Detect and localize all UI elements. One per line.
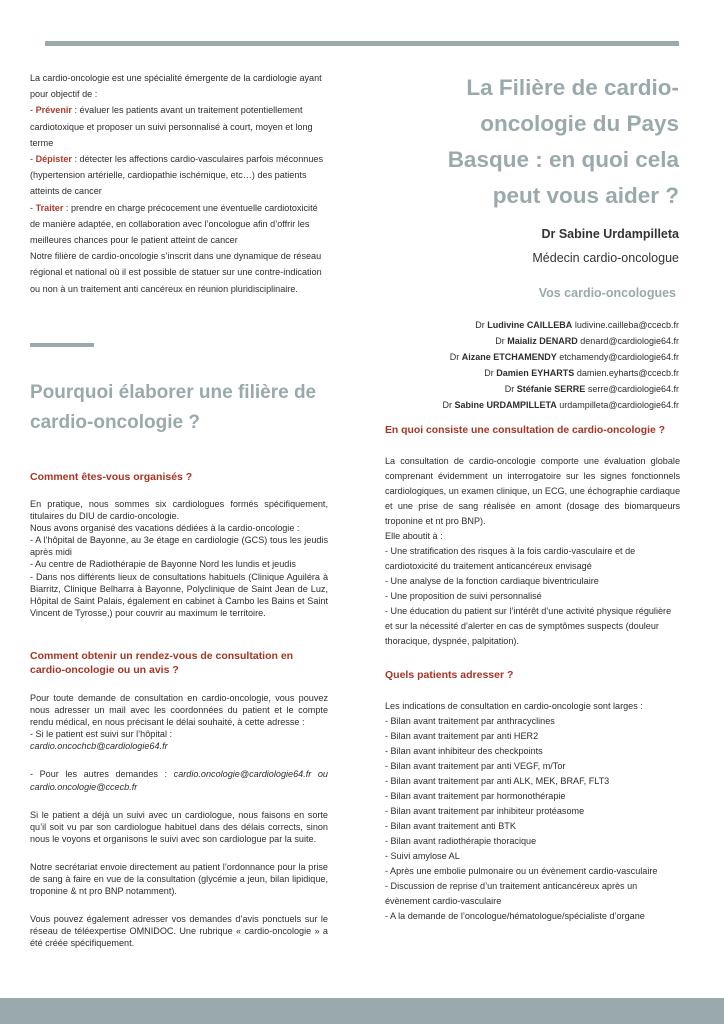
doctor-first-name: Aizane <box>461 351 494 362</box>
rdv-other-label: - Pour les autres demandes : <box>30 769 174 780</box>
rdv-body <box>30 692 328 950</box>
doctor-last-name: ETCHAMENDY <box>493 351 557 362</box>
consultation-item: - Une stratification des risques à la fois cardio-vasculaire et de cardiotoxicité du traitement anticancéreux envisagé <box>385 546 636 571</box>
patients-item: - A la demande de l’oncologue/hématologue/spécialiste d’organe <box>385 911 645 921</box>
doctor-last-name: CAILLEBA <box>526 320 573 330</box>
patients-item: - Bilan avant radiothérapie thoracique <box>385 836 537 846</box>
objective-text: : détecter les affections cardio-vasculaires parfois méconnues (hypertension artérielle, cardiopathie ischémique, etc…) des patients atteints de cancer <box>30 154 323 197</box>
consultation-item: - Une proposition de suivi personnalisé <box>385 591 542 601</box>
section-divider <box>30 343 94 347</box>
doctor-entry <box>390 382 679 398</box>
section-title-why: Pourquoi élaborer une filière de cardio-oncologie ? <box>30 382 317 433</box>
doctor-first-name: Damien <box>496 367 532 378</box>
bottom-band <box>0 998 724 1024</box>
org-line: Nous avons organisé des vacations dédiées à la cardio-oncologie : <box>30 523 300 534</box>
doctor-entry <box>390 334 679 350</box>
email-hospital[interactable]: cardio.oncochcb@cardiologie64.fr <box>30 741 168 752</box>
rdv-hospital-line: - Si le patient est suivi sur l’hôpital : <box>30 729 173 740</box>
patients-item: - Bilan avant traitement par anti VEGF, m/Tor <box>385 761 566 771</box>
rdv-paragraph: Vous pouvez également adresser vos demandes d’avis ponctuels sur le réseau de téléexpertise OMNIDOC. Une rubrique « cardio-oncologie » a été créée spécifiquement. <box>30 914 328 949</box>
objective-prevenir: - Prévenir : évaluer les patients avant un traitement potentiellement cardiotoxique et proposer un suivi personnalisé à court, moyen et long terme <box>30 105 313 148</box>
consultation-paragraph: La consultation de cardio-oncologie comporte une évaluation globale comprenant évidemment un interrogatoire sur les signes fonctionnels cardiologiques, un examen clinique, un ECG, une échographie cardiaque et une prise de sang réalisée en amont (dosage des biomarqueurs troponine et nt pro BNP). <box>385 456 680 526</box>
rdv-paragraph: Pour toute demande de consultation en cardio-oncologie, vous pouvez nous adresser un mail avec les coordonnées du patient et le compte rendu médical, en nous précisant le délai souhaité, à cette adresse : <box>30 693 328 728</box>
email-other-2[interactable]: cardio.oncologie@ccecb.fr <box>30 781 138 792</box>
doctor-email[interactable]: serre@cardiologie64.fr <box>585 383 679 394</box>
intro-network-paragraph: Notre filière de cardio-oncologie s’inscrit dans une dynamique de réseau régional et national où il est possible de statuer sur une contre-indication ou non à un traitement anti cancéreux en réunion pluridisciplinaire. <box>30 251 322 294</box>
doctor-last-name: URDAMPILLETA <box>486 399 557 410</box>
patients-item: - Après une embolie pulmonaire ou un évènement cardio-vasculaire <box>385 866 658 876</box>
intro-text <box>30 70 330 297</box>
rdv-heading: Comment obtenir un rendez-vous de consultation en cardio-oncologie ou un avis ? <box>30 650 294 676</box>
team-heading: Vos cardio-oncologues <box>538 286 676 300</box>
objective-traiter: - Traiter : prendre en charge précocement une éventuelle cardiotoxicité de manière adaptée, en collaboration avec l’oncologue afin d’offrir les meilleures chances pour le patient atteint de cancer <box>30 202 318 246</box>
doctor-prefix: Dr <box>449 351 462 362</box>
rdv-paragraph: Notre secrétariat envoie directement au patient l’ordonnance pour la prise de sang à faire en vue de la consultation (glycémie a jeun, bilan lipidique, troponine & nt pro BNP notamment). <box>30 861 328 897</box>
author-role: Médecin cardio-oncologue <box>532 251 679 265</box>
consultation-outcome-intro: Elle aboutit à : <box>385 531 443 541</box>
doctor-entry <box>390 318 679 334</box>
rdv-paragraph: Si le patient a déjà un suivi avec un cardiologue, nous faisons en sorte qu’il soit vu par son cardiologue habituel dans des délais corrects, sinon nous le voyons et organisons le suivi avec son cardiologue par la suite. <box>30 809 328 844</box>
objective-text: : évaluer les patients avant un traitement potentiellement cardiotoxique et proposer un suivi personnalisé à court, moyen et long terme <box>30 105 313 148</box>
doctor-prefix: Dr <box>484 367 497 378</box>
consultation-item: - Une analyse de la fonction cardiaque biventriculaire <box>385 576 599 586</box>
doctor-first-name: Maializ <box>507 335 540 346</box>
doctor-prefix: Dr <box>495 335 508 346</box>
doctor-last-name: DENARD <box>539 335 578 346</box>
doctor-entry <box>390 366 679 382</box>
doctor-first-name: Ludivine <box>487 320 527 330</box>
objective-term: Prévenir <box>35 105 72 116</box>
org-line: - Au centre de Radiothérapie de Bayonne Nord les lundis et jeudis <box>30 559 296 570</box>
doctor-email[interactable]: denard@cardiologie64.fr <box>577 335 679 346</box>
org-heading: Comment êtes-vous organisés ? <box>30 471 193 483</box>
email-other-1[interactable]: cardio.oncologie@cardiologie64.fr <box>173 769 312 780</box>
patients-heading: Quels patients adresser ? <box>385 669 514 681</box>
page-title: La Filière de cardio-oncologie du Pays Basque : en quoi cela peut vous aider ? <box>447 75 679 208</box>
doctor-email[interactable]: damien.eyharts@ccecb.fr <box>574 367 679 378</box>
patients-item: - Bilan avant traitement par anti ALK, MEK, BRAF, FLT3 <box>385 776 610 786</box>
doctor-last-name: EYHARTS <box>531 367 575 378</box>
patients-item: - Bilan avant inhibiteur des checkpoints <box>385 746 543 756</box>
doctor-prefix: Dr <box>442 399 455 410</box>
patients-item: - Bilan avant traitement par anthracyclines <box>385 716 555 726</box>
objective-term: Traiter <box>35 202 64 213</box>
objective-text: : prendre en charge précocement une éventuelle cardiotoxicité de manière adaptée, en collaboration avec l’oncologue afin d’offrir les meilleures chances pour le patient atteint de cancer <box>30 202 318 246</box>
patients-item: - Suivi amylose AL <box>385 851 460 861</box>
consultation-body <box>385 454 680 544</box>
org-line: - A l’hôpital de Bayonne, au 3e étage en cardiologie (GCS) tous les jeudis après midi <box>30 535 328 558</box>
top-rule <box>45 41 679 46</box>
doctor-email[interactable]: etchamendy@cardiologie64.fr <box>556 351 679 362</box>
consultation-heading: En quoi consiste une consultation de cardio-oncologie ? <box>385 425 665 436</box>
org-block <box>30 470 330 484</box>
doctor-email[interactable]: ludivine.cailleba@ccecb.fr <box>572 320 679 330</box>
consultation-item: - Une éducation du patient sur l’intérêt d’une activité physique régulière et sur la nécessité d’alerter en cas de symptômes suspects (douleur thoracique, dyspnée, palpitation). <box>385 606 672 646</box>
doctor-entry <box>390 398 679 414</box>
org-line: En pratique, nous sommes six cardiologues formés spécifiquement, titulaires du DIU de cardio-oncologie. <box>30 499 328 522</box>
rdv-block <box>30 649 326 677</box>
intro-paragraph: La cardio-oncologie est une spécialité émergente de la cardiologie ayant pour objectif de : <box>30 73 322 100</box>
patients-item: - Discussion de reprise d’un traitement anticancéreux après un évènement cardio-vasculaire <box>385 881 638 906</box>
objective-depister: - Dépister : détecter les affections cardio-vasculaires parfois méconnues (hypertension artérielle, cardiopathie ischémique, etc…) des patients atteints de cancer <box>30 154 323 197</box>
doctor-first-name: Stéfanie <box>516 383 555 394</box>
doctor-first-name: Sabine <box>454 399 487 410</box>
doctor-entry <box>390 350 679 366</box>
consultation-list <box>385 544 680 649</box>
doctor-prefix: Dr <box>475 320 488 330</box>
patients-item: - Bilan avant traitement par inhibiteur protéasome <box>385 806 585 816</box>
org-body <box>30 498 328 619</box>
patients-block <box>385 668 685 682</box>
patients-item: - Bilan avant traitement anti BTK <box>385 821 516 831</box>
doctor-list <box>390 318 679 413</box>
patients-body <box>385 699 680 924</box>
objective-term: Dépister <box>35 154 72 165</box>
email-link-hospital[interactable] <box>30 740 328 752</box>
patients-item: - Bilan avant traitement par anti HER2 <box>385 731 539 741</box>
doctor-email[interactable]: urdampilleta@cardiologie64.fr <box>556 399 679 410</box>
patients-item: - Bilan avant traitement par hormonothérapie <box>385 791 566 801</box>
doctor-prefix: Dr <box>504 383 517 394</box>
doctor-last-name: SERRE <box>554 383 586 394</box>
email-or: ou <box>311 769 328 780</box>
consultation-block <box>385 424 685 438</box>
author-name: Dr Sabine Urdampilleta <box>541 227 679 241</box>
patients-intro: Les indications de consultation en cardio-oncologie sont larges : <box>385 701 643 711</box>
org-line: - Dans nos différents lieux de consultations habituels (Clinique Aguiléra à Biarritz, Clinique Belharra à Bayonne, Polyclinique de Saint Jean de Luz, Hôpital de Saint Palais, également en cabinet à Cambo les Bains et Saint Vincent de Tyrosse,) pour couvrir au maximum le territoire. <box>30 571 328 618</box>
rdv-other-line <box>30 768 328 792</box>
